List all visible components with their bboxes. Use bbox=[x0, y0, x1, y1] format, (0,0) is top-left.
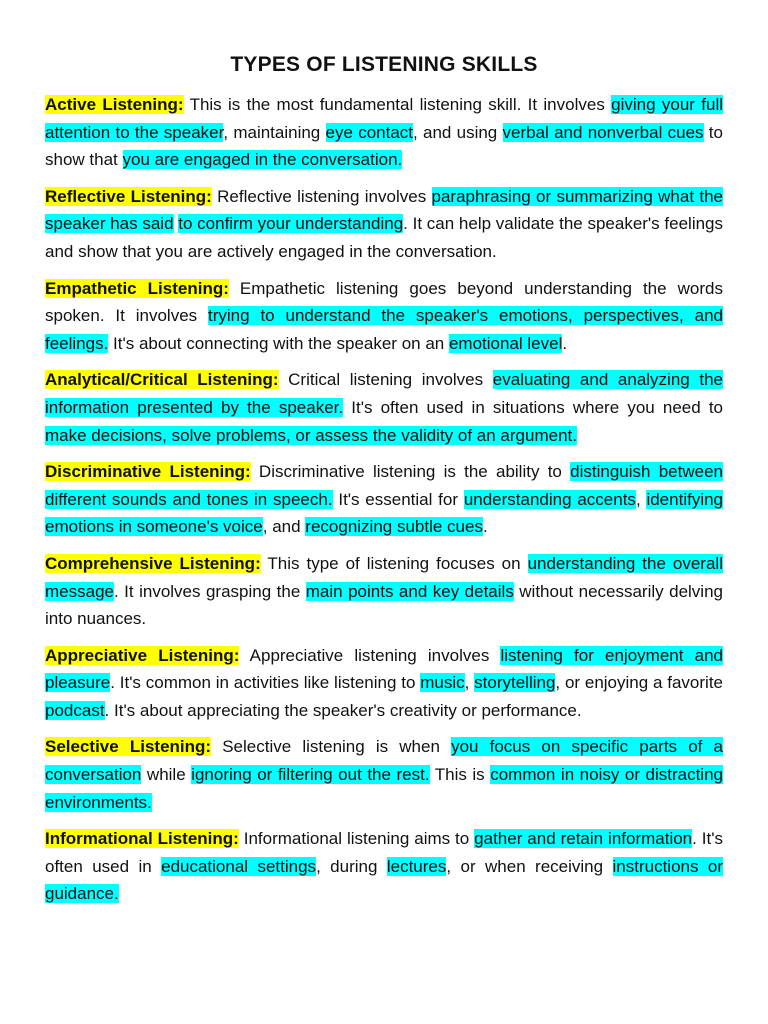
section-analytical bbox=[45, 366, 723, 449]
body-text: , and using bbox=[413, 122, 503, 142]
section-term: Active Listening: bbox=[45, 95, 184, 114]
body-text: , or when receiving bbox=[446, 856, 613, 876]
body-text: It's often used in situations where you need to bbox=[343, 397, 723, 417]
page-title: TYPES OF LISTENING SKILLS bbox=[230, 53, 538, 76]
section-term: Empathetic Listening: bbox=[45, 278, 229, 298]
section-term: Appreciative Listening: bbox=[45, 645, 240, 665]
section-empathetic bbox=[45, 275, 723, 358]
highlighted-phrase: ignoring or filtering out the rest. bbox=[191, 765, 430, 785]
highlighted-phrase: podcast bbox=[45, 700, 105, 720]
highlighted-phrase: main points and key details bbox=[305, 581, 514, 601]
section-discriminative bbox=[45, 458, 723, 541]
body-text: , bbox=[464, 673, 475, 693]
body-text: This is bbox=[429, 765, 491, 785]
highlighted-phrase: giving your full attention to the speaker bbox=[45, 95, 723, 142]
highlighted-phrase: storytelling bbox=[474, 673, 556, 693]
section-term: Analytical/Critical Listening: bbox=[45, 370, 279, 390]
highlighted-phrase: emotional level bbox=[448, 333, 563, 353]
highlighted-phrase: gather and retain information bbox=[474, 829, 693, 849]
body-text: , and bbox=[262, 517, 306, 537]
highlighted-phrase: music bbox=[420, 673, 465, 693]
body-text: . It's common in activities like listening to bbox=[110, 673, 421, 693]
highlighted-phrase: make decisions, solve problems, or assess the validity of an argument. bbox=[45, 425, 577, 445]
section-list bbox=[45, 91, 723, 908]
body-text: , maintaining bbox=[223, 122, 326, 142]
highlighted-phrase: evaluating and analyzing the information presented by the speaker. bbox=[45, 370, 723, 417]
highlighted-phrase: understanding accents bbox=[463, 489, 636, 509]
section-term: Informational Listening: bbox=[45, 829, 239, 849]
body-text: . It's often used in bbox=[45, 829, 723, 876]
highlighted-phrase: to confirm your understanding bbox=[178, 214, 404, 234]
section-informational bbox=[45, 825, 723, 908]
highlighted-phrase: listening for enjoyment and pleasure bbox=[45, 645, 723, 693]
section-appreciative bbox=[45, 642, 723, 725]
body-text: , or enjoying a favorite bbox=[555, 673, 723, 693]
highlighted-phrase: educational settings bbox=[161, 856, 317, 876]
body-text: This type of listening focuses on bbox=[260, 553, 528, 573]
highlighted-phrase: you focus on specific parts of a conversation bbox=[45, 737, 723, 785]
section-comprehensive bbox=[45, 550, 723, 633]
highlighted-phrase: eye contact bbox=[325, 122, 414, 142]
body-text: Reflective listening involves bbox=[211, 186, 432, 206]
body-text: , bbox=[635, 489, 647, 509]
highlighted-phrase: lectures bbox=[386, 856, 447, 876]
highlighted-phrase: verbal and nonverbal cues bbox=[502, 122, 704, 142]
highlighted-phrase: recognizing subtle cues bbox=[305, 517, 483, 537]
highlighted-phrase: understanding the overall message bbox=[45, 553, 723, 601]
body-text: It's essential for bbox=[332, 489, 464, 509]
body-text: . bbox=[482, 517, 488, 537]
body-text: . bbox=[562, 333, 568, 353]
section-term: Comprehensive Listening: bbox=[45, 553, 261, 573]
body-text: Discriminative listening is the ability to bbox=[250, 462, 571, 482]
highlighted-phrase: you are engaged in the conversation. bbox=[122, 150, 403, 170]
section-term: Discriminative Listening: bbox=[45, 462, 251, 482]
body-text: . It can help validate the speaker's feelings and show that you are actively engaged in the conversation. bbox=[45, 214, 724, 261]
highlighted-phrase: trying to understand the speaker's emotions, perspectives, and feelings. bbox=[45, 306, 723, 353]
body-text: without necessarily delving into nuances. bbox=[45, 581, 723, 629]
body-text: It's about connecting with the speaker on an bbox=[108, 333, 449, 353]
body-text: Selective listening is when bbox=[211, 737, 452, 757]
body-text: Informational listening aims to bbox=[238, 829, 475, 849]
section-term: Selective Listening: bbox=[45, 737, 212, 757]
body-text: This is the most fundamental listening skill. It involves bbox=[183, 95, 612, 114]
highlighted-phrase: instructions or guidance. bbox=[45, 856, 723, 904]
highlighted-phrase: paraphrasing or summarizing what the speaker has said bbox=[45, 186, 723, 234]
highlighted-phrase: common in noisy or distracting environments. bbox=[45, 765, 723, 812]
body-text: . It involves grasping the bbox=[113, 581, 306, 601]
body-text: , during bbox=[316, 856, 387, 876]
body-text: Critical listening involves bbox=[278, 370, 493, 390]
body-text: . It's about appreciating the speaker's creativity or performance. bbox=[104, 700, 582, 720]
section-reflective bbox=[45, 183, 723, 266]
highlighted-phrase: identifying emotions in someone's voice bbox=[45, 489, 724, 537]
body-text: to show that bbox=[45, 122, 723, 170]
body-text: while bbox=[141, 765, 192, 785]
section-selective bbox=[45, 733, 723, 816]
section-active bbox=[45, 91, 723, 174]
section-term: Reflective Listening: bbox=[45, 186, 212, 206]
body-text: Appreciative listening involves bbox=[239, 645, 501, 665]
highlighted-phrase: distinguish between different sounds and tones in speech. bbox=[45, 462, 723, 509]
body-text: Empathetic listening goes beyond understanding the words spoken. It involves bbox=[45, 278, 723, 326]
